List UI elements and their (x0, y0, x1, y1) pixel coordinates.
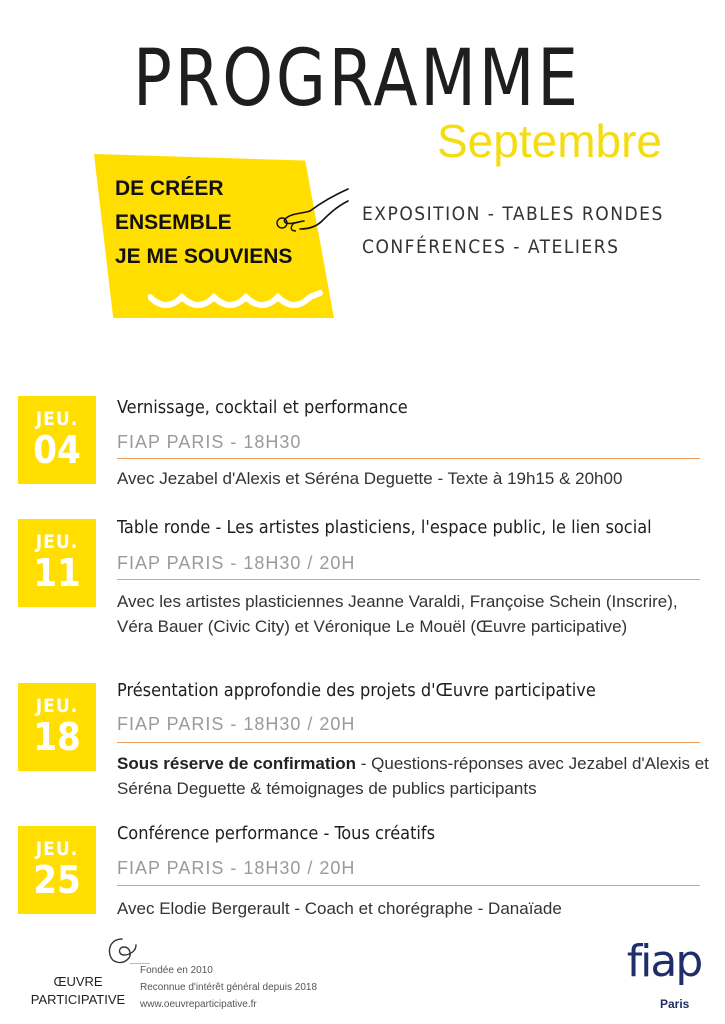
event-date-box (18, 826, 96, 914)
event-title: Conférence performance - Tous créatifs (117, 823, 436, 844)
org-website-link[interactable]: www.oeuvreparticipative.fr (140, 999, 257, 1010)
fiap-logo-city: Paris (660, 997, 690, 1011)
banner-line-3: JE ME SOUVIENS (115, 245, 293, 268)
event-day: JEU. (35, 838, 79, 860)
org-founded: Fondée en 2010 (140, 965, 213, 976)
banner-line-2: ENSEMBLE (115, 211, 232, 234)
event-description: Sous réserve de confirmation - Questions-réponses avec Jezabel d'Alexis et Séréna Deguette & témoignages de publics participants (117, 754, 709, 798)
event-day: JEU. (35, 531, 79, 553)
event-title: Présentation approfondie des projets d'Œuvre participative (117, 680, 596, 701)
month-subtitle: Septembre (437, 115, 663, 167)
waves-icon (148, 283, 323, 313)
event-description: Avec Jezabel d'Alexis et Séréna Deguette - Texte à 19h15 & 20h00 (117, 469, 623, 488)
footer-divider (130, 963, 150, 964)
event-day-number: 18 (33, 715, 81, 759)
event-place: FIAP PARIS - 18H30 / 20H (117, 553, 356, 573)
fiap-logo-text: fiap (626, 936, 702, 987)
event-description: Avec les artistes plasticiennes Jeanne Varaldi, Françoise Schein (Inscrire), Véra Bauer (Civic City) et Véronique Le Mouël (Œuvre participative) (117, 592, 678, 636)
event-description: Avec Elodie Bergerault - Coach et chorégraphe - Danaïade (117, 899, 562, 918)
event-day: JEU. (35, 695, 79, 717)
org-name-line-1: ŒUVRE (53, 974, 103, 989)
event-divider (117, 885, 700, 886)
event-day-number: 11 (33, 551, 81, 595)
event-title: Vernissage, cocktail et performance (117, 397, 408, 418)
banner-line-1: DE CRÉER (115, 177, 224, 200)
event-place: FIAP PARIS - 18H30 / 20H (117, 858, 356, 878)
event-divider (117, 579, 700, 580)
tagline-1: EXPOSITION - TABLES RONDES (362, 203, 664, 225)
event-place: FIAP PARIS - 18H30 / 20H (117, 714, 356, 734)
event-divider (117, 458, 700, 459)
event-date-box (18, 683, 96, 771)
fiap-logo (618, 936, 710, 1012)
hand-icon (270, 183, 350, 253)
event-place: FIAP PARIS - 18H30 (117, 432, 302, 452)
org-recognition: Reconnue d'intérêt général depuis 2018 (140, 982, 318, 993)
event-date-box (18, 396, 96, 484)
org-name-line-2: PARTICIPATIVE (30, 992, 126, 1007)
event-day-number: 04 (33, 428, 81, 472)
page-title: PROGRAMME (133, 34, 581, 124)
event-title: Table ronde - Les artistes plasticiens, l'espace public, le lien social (117, 517, 652, 538)
event-day-number: 25 (33, 858, 81, 902)
tagline-2: CONFÉRENCES - ATELIERS (362, 236, 620, 258)
event-day: JEU. (35, 408, 79, 430)
event-divider (117, 742, 700, 743)
event-date-box (18, 519, 96, 607)
